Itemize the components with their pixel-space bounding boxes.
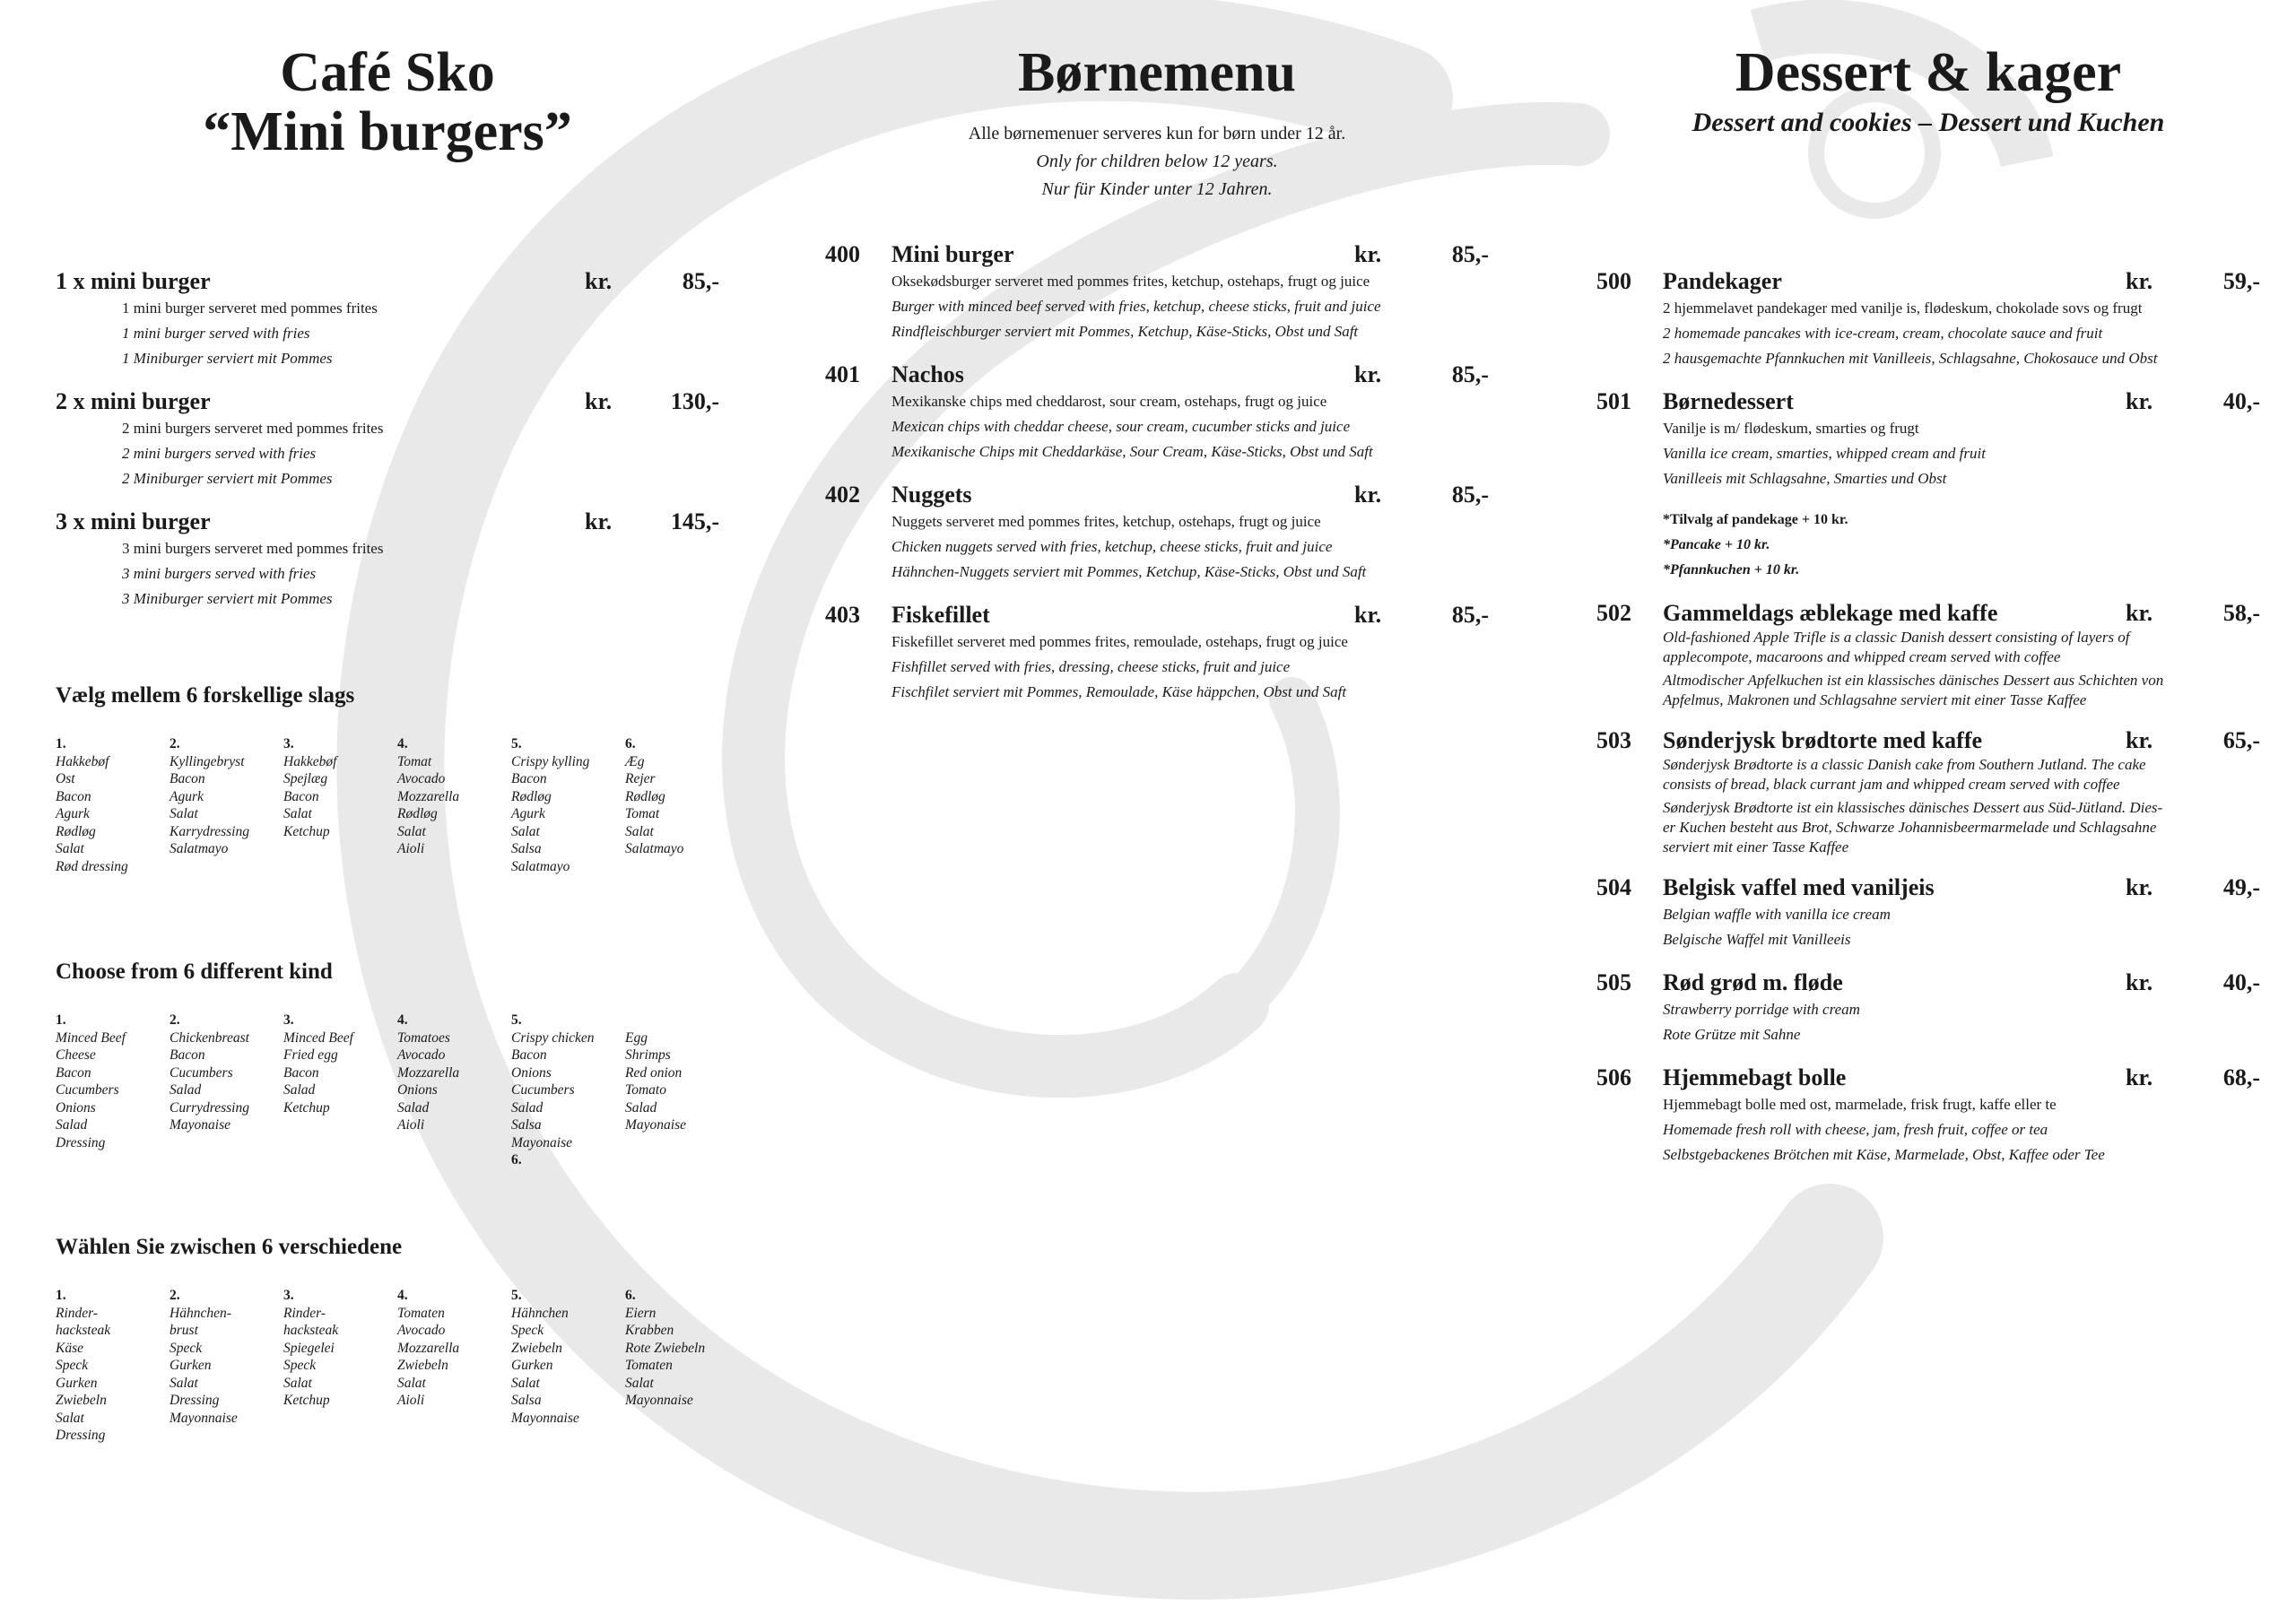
menu-item bbox=[1596, 873, 2260, 952]
desc-de: Rindfleischburger serviert mit Pommes, Ketchup, Käse-Sticks, Obst und Saft bbox=[891, 323, 1359, 340]
item-number: 505 bbox=[1596, 969, 1631, 995]
ingredient: Crispy chicken bbox=[511, 1029, 595, 1046]
ingredient: Mayonaise bbox=[511, 1134, 573, 1151]
ingredient: Tomat bbox=[397, 753, 432, 769]
choice-column bbox=[56, 1287, 170, 1445]
ingredient: Salatmayo bbox=[511, 858, 570, 874]
currency: kr. bbox=[585, 388, 613, 414]
ingredient: brust bbox=[170, 1323, 198, 1338]
ingredient: Avocado bbox=[397, 1323, 446, 1338]
item-number: 402 bbox=[825, 482, 860, 508]
item-number: 403 bbox=[825, 602, 860, 628]
currency: kr. bbox=[585, 508, 613, 534]
ingredient: Salat bbox=[625, 1375, 654, 1391]
ingredient: Avocado bbox=[397, 771, 446, 786]
choice-number: 3. bbox=[283, 1012, 294, 1028]
addon-note: *Pfannkuchen + 10 kr. bbox=[1663, 562, 1800, 578]
dessert-list bbox=[1596, 267, 2260, 1184]
item-price: 65,- bbox=[2222, 727, 2260, 753]
currency: kr. bbox=[2126, 388, 2153, 414]
ingredient: Hähnchen bbox=[511, 1305, 569, 1321]
ingredient: Tomato bbox=[625, 1082, 666, 1098]
ingredient: Bacon bbox=[511, 771, 547, 786]
item-number: 401 bbox=[825, 361, 860, 387]
desc-en: Burger with minced beef served with fries, ketchup, cheese sticks, fruit and juice bbox=[891, 298, 1381, 315]
item-number: 501 bbox=[1596, 388, 1631, 414]
choice-column bbox=[283, 735, 397, 875]
desc-de: Belgische Waffel mit Vanilleeis bbox=[1663, 931, 1851, 948]
ingredient: Aioli bbox=[397, 1117, 425, 1133]
ingredient: Salsa bbox=[511, 841, 542, 856]
ingredient: Krabben bbox=[625, 1323, 674, 1338]
ingredient: Onions bbox=[56, 1099, 96, 1116]
ingredient: Salad bbox=[511, 1099, 544, 1116]
ingredient: Salat bbox=[170, 806, 198, 821]
ingredient: Agurk bbox=[56, 806, 90, 821]
desc-de-3: serviert mit einer Tasse Kaffee bbox=[1663, 838, 1849, 855]
desc-en: Sønderjysk Brødtorte is a classic Danish cake from Southern Jutland. The cake bbox=[1663, 756, 2146, 773]
desc-en: Vanilla ice cream, smarties, whipped cream and fruit bbox=[1663, 445, 1986, 462]
currency: kr. bbox=[2126, 727, 2153, 753]
intro-en: Only for children below 12 years. bbox=[1036, 152, 1278, 171]
desc-da: Mexikanske chips med cheddarost, sour cream, ostehaps, frugt og juice bbox=[891, 393, 1327, 410]
choice-number: 5. bbox=[511, 1012, 522, 1028]
choice-column bbox=[170, 1012, 283, 1169]
ingredient: Cucumbers bbox=[56, 1082, 119, 1098]
desc-da: Fiskefillet serveret med pommes frites, remoulade, ostehaps, frugt og juice bbox=[891, 633, 1348, 650]
ingredient: Salad bbox=[625, 1099, 657, 1116]
desc-de: Fischfilet serviert mit Pommes, Remoulade, Käse häppchen, Obst und Saft bbox=[891, 683, 1347, 700]
choice-number: 3. bbox=[283, 736, 294, 751]
page-title-left-1: Café Sko bbox=[280, 42, 495, 103]
menu-item bbox=[1596, 1064, 2260, 1168]
choice-number: 4. bbox=[397, 736, 408, 751]
ingredient: Bacon bbox=[56, 788, 91, 804]
ingredient: Karrydressing bbox=[170, 823, 249, 839]
item-number: 503 bbox=[1596, 727, 1631, 753]
ingredient: Æg bbox=[625, 753, 645, 769]
ingredient: Salsa bbox=[511, 1393, 542, 1408]
item-price: 85,- bbox=[1451, 361, 1489, 387]
ingredient: Hähnchen- bbox=[170, 1305, 231, 1321]
ingredient: Shrimps bbox=[625, 1047, 671, 1063]
desc-de-2: er Kuchen besteht aus Brot, Schwarze Johannisbeermarmelade und Schlagsahne bbox=[1663, 819, 2157, 836]
item-price: 49,- bbox=[2222, 874, 2260, 900]
choice-number: 6. bbox=[625, 1288, 636, 1303]
ingredient: Zwiebeln bbox=[511, 1340, 562, 1356]
ingredient: Minced Beef bbox=[56, 1029, 126, 1046]
choice-column bbox=[511, 1287, 625, 1445]
ingredient: Crispy kylling bbox=[511, 753, 590, 769]
ingredient: Mayonnaise bbox=[170, 1410, 238, 1426]
item-price: 58,- bbox=[2222, 600, 2260, 626]
item-name: Nuggets bbox=[891, 482, 972, 508]
ingredient: Onions bbox=[397, 1082, 438, 1098]
currency: kr. bbox=[1354, 361, 1382, 387]
choice-column bbox=[170, 735, 283, 875]
ingredient: Kyllingebryst bbox=[170, 753, 245, 769]
item-price: 85,- bbox=[1451, 241, 1489, 267]
item-price: 85,- bbox=[1451, 602, 1489, 628]
item-name: Mini burger bbox=[891, 241, 1014, 267]
ingredient: Bacon bbox=[170, 1047, 205, 1063]
desc-da: Nuggets serveret med pommes frites, ketchup, ostehaps, frugt og juice bbox=[891, 513, 1321, 530]
choice-number: 2. bbox=[170, 1012, 180, 1028]
choice-column bbox=[283, 1287, 397, 1445]
ingredient: Egg bbox=[625, 1029, 648, 1046]
ingredient: Hakkebøf bbox=[283, 753, 337, 769]
desc-en: Homemade fresh roll with cheese, jam, fresh fruit, coffee or tea bbox=[1663, 1121, 2048, 1138]
ingredient: Salsa bbox=[511, 1117, 542, 1133]
choice-number: 2. bbox=[170, 1288, 180, 1303]
ingredient: Rødløg bbox=[56, 823, 96, 839]
ingredient: Salatmayo bbox=[625, 841, 684, 856]
menu-item bbox=[56, 387, 719, 491]
currency: kr. bbox=[2126, 268, 2153, 294]
currency: kr. bbox=[1354, 602, 1382, 628]
ingredient: Cucumbers bbox=[170, 1064, 233, 1081]
ingredient: Salat bbox=[511, 823, 540, 839]
choice-grid bbox=[56, 1287, 746, 1445]
watermark-tail bbox=[1238, 699, 1318, 1004]
item-name: Fiskefillet bbox=[891, 602, 990, 628]
desc-da: 2 hjemmelavet pandekager med vanilje is, flødeskum, chokolade sovs og frugt bbox=[1663, 300, 2143, 317]
choice-grid bbox=[56, 735, 746, 875]
addon-note: *Tilvalg af pandekage + 10 kr. bbox=[1663, 512, 1848, 527]
desc-de: Hähnchen-Nuggets serviert mit Pommes, Ketchup, Käse-Sticks, Obst und Saft bbox=[891, 563, 1367, 580]
ingredient: Salat bbox=[283, 806, 312, 821]
ingredient: Zwiebeln bbox=[56, 1393, 107, 1408]
currency: kr. bbox=[585, 268, 613, 294]
intro-de: Nur für Kinder unter 12 Jahren. bbox=[1041, 179, 1273, 199]
ingredient: Rejer bbox=[625, 771, 656, 786]
desc-da: Hjemmebagt bolle med ost, marmelade, frisk frugt, kaffe eller te bbox=[1663, 1096, 2057, 1113]
ingredient: Salatmayo bbox=[170, 841, 229, 856]
desc-de: 1 Miniburger serviert mit Pommes bbox=[122, 350, 333, 367]
ingredient: Salad bbox=[283, 1082, 316, 1098]
menu-item bbox=[1596, 968, 2260, 1047]
ingredient: Ketchup bbox=[283, 823, 330, 839]
item-name: Pandekager bbox=[1663, 268, 1782, 294]
desc-da: 3 mini burgers serveret med pommes frites bbox=[122, 540, 384, 557]
ingredient: Currydressing bbox=[170, 1099, 249, 1116]
desc-de: 3 Miniburger serviert mit Pommes bbox=[122, 590, 333, 607]
item-price: 40,- bbox=[2222, 388, 2260, 414]
item-name: Hjemmebagt bolle bbox=[1663, 1064, 1847, 1090]
ingredient: Eiern bbox=[625, 1305, 657, 1321]
desc-en: 2 mini burgers served with fries bbox=[122, 445, 317, 462]
choice-grid bbox=[56, 1012, 746, 1169]
choice-column bbox=[625, 1287, 739, 1445]
section-heading: Choose from 6 different kind bbox=[56, 960, 333, 984]
item-number: 400 bbox=[825, 241, 860, 267]
page-title-mid: Børnemenu bbox=[1018, 42, 1296, 103]
ingredient: Salat bbox=[511, 1375, 540, 1391]
burger-list bbox=[56, 267, 719, 628]
item-price: 85,- bbox=[682, 268, 719, 294]
choice-number bbox=[625, 1012, 739, 1029]
ingredient: Bacon bbox=[511, 1047, 547, 1063]
choice-column bbox=[397, 1287, 511, 1445]
ingredient: Salat bbox=[170, 1375, 198, 1391]
item-name: Rød grød m. fløde bbox=[1663, 969, 1843, 995]
choice-column bbox=[511, 1012, 625, 1169]
item-price: 85,- bbox=[1451, 482, 1489, 508]
menu-item bbox=[1596, 599, 2260, 710]
ingredient: Mayonnaise bbox=[625, 1393, 693, 1408]
ingredient: Minced Beef bbox=[283, 1029, 353, 1046]
ingredient: Mayonaise bbox=[625, 1117, 687, 1133]
desc-de: 2 hausgemachte Pfannkuchen mit Vanilleeis, Schlagsahne, Chokosauce und Obst bbox=[1663, 350, 2158, 367]
item-name: Børnedessert bbox=[1663, 388, 1794, 414]
desc-en: 1 mini burger served with fries bbox=[122, 325, 310, 342]
ingredient: Bacon bbox=[170, 771, 205, 786]
item-name: 1 x mini burger bbox=[56, 268, 211, 294]
choice-column bbox=[397, 735, 511, 875]
ingredient: Salat bbox=[56, 1410, 84, 1426]
ingredient: Salat bbox=[283, 1375, 312, 1391]
choose-section-en bbox=[56, 960, 746, 1169]
ingredient: Salat bbox=[56, 841, 84, 856]
choice-number: 6. bbox=[625, 736, 636, 751]
item-number: 504 bbox=[1596, 874, 1631, 900]
choice-number: 1. bbox=[56, 736, 66, 751]
ingredient: Speck bbox=[283, 1358, 317, 1373]
item-name: 2 x mini burger bbox=[56, 388, 211, 414]
desc-de: 2 Miniburger serviert mit Pommes bbox=[122, 470, 333, 487]
item-name: 3 x mini burger bbox=[56, 508, 211, 534]
ingredient: Tomatoes bbox=[397, 1029, 450, 1046]
choice-number: 4. bbox=[397, 1288, 408, 1303]
ingredient: hacksteak bbox=[56, 1323, 111, 1338]
menu-item bbox=[825, 360, 1489, 465]
ingredient: Rødløg bbox=[625, 788, 665, 804]
ingredient: Fried egg bbox=[283, 1047, 338, 1063]
ingredient: Rødløg bbox=[511, 788, 552, 804]
ingredient: Gurken bbox=[56, 1375, 98, 1391]
choice-number: 6. bbox=[511, 1152, 522, 1168]
desc-en: Chicken nuggets served with fries, ketchup, cheese sticks, fruit and juice bbox=[891, 538, 1333, 555]
ingredient: Hakkebøf bbox=[56, 753, 109, 769]
ingredient: Mayonnaise bbox=[511, 1410, 579, 1426]
desc-en: Strawberry porridge with cream bbox=[1663, 1001, 1860, 1018]
desc-de: Vanilleeis mit Schlagsahne, Smarties und Obst bbox=[1663, 470, 1947, 487]
ingredient: Agurk bbox=[511, 806, 545, 821]
desc-da: 2 mini burgers serveret med pommes frites bbox=[122, 420, 384, 437]
desc-de: Mexikanische Chips mit Cheddarkäse, Sour Cream, Käse-Sticks, Obst und Saft bbox=[891, 443, 1373, 460]
item-number: 506 bbox=[1596, 1064, 1631, 1090]
ingredient: Dressing bbox=[170, 1393, 220, 1408]
ingredient: Agurk bbox=[170, 788, 204, 804]
item-price: 40,- bbox=[2222, 969, 2260, 995]
item-number: 502 bbox=[1596, 600, 1631, 626]
ingredient: Salat bbox=[397, 823, 426, 839]
menu-item bbox=[825, 240, 1489, 344]
section-heading: Wählen Sie zwischen 6 verschiedene bbox=[56, 1235, 403, 1259]
choice-column bbox=[625, 735, 739, 875]
desc-de-2: Apfelmus, Makronen und Schlagsahne serviert mit einer Tasse Kaffee bbox=[1663, 691, 2087, 708]
item-price: 130,- bbox=[670, 388, 719, 414]
desc-de: Selbstgebackenes Brötchen mit Käse, Marmelade, Obst, Kaffee oder Tee bbox=[1663, 1146, 2105, 1163]
ingredient: Bacon bbox=[283, 788, 319, 804]
ingredient: Mozzarella bbox=[397, 788, 460, 804]
ingredient: Cheese bbox=[56, 1047, 96, 1063]
ingredient: Aioli bbox=[397, 1393, 425, 1408]
choice-column bbox=[397, 1012, 511, 1169]
ingredient: Speck bbox=[170, 1340, 203, 1356]
currency: kr. bbox=[2126, 1064, 2153, 1090]
item-name: Nachos bbox=[891, 361, 964, 387]
ingredient: Red onion bbox=[625, 1064, 683, 1081]
ingredient: Salad bbox=[397, 1099, 430, 1116]
desc-da: 1 mini burger serveret med pommes frites bbox=[122, 300, 378, 317]
desc-en: Mexican chips with cheddar cheese, sour cream, cucumber sticks and juice bbox=[891, 418, 1351, 435]
choice-number: 1. bbox=[56, 1288, 66, 1303]
choose-section-de bbox=[56, 1235, 746, 1445]
ingredient: Rinder- bbox=[56, 1305, 99, 1321]
choose-section-da bbox=[56, 683, 746, 875]
ingredient: Tomaten bbox=[397, 1305, 445, 1321]
desc-de: Altmodischer Apfelkuchen ist ein klassisches dänisches Dessert aus Schichten von bbox=[1663, 672, 2164, 689]
item-number: 500 bbox=[1596, 268, 1631, 294]
currency: kr. bbox=[1354, 241, 1382, 267]
ingredient: Salad bbox=[170, 1082, 202, 1098]
item-price: 68,- bbox=[2222, 1064, 2260, 1090]
ingredient: Rød dressing bbox=[56, 858, 128, 874]
menu-item bbox=[1596, 267, 2260, 371]
item-name: Belgisk vaffel med vaniljeis bbox=[1663, 874, 1935, 900]
currency: kr. bbox=[2126, 874, 2153, 900]
ingredient: Avocado bbox=[397, 1047, 446, 1063]
currency: kr. bbox=[1354, 482, 1382, 508]
ingredient: Speck bbox=[511, 1323, 544, 1338]
ingredient: Ketchup bbox=[283, 1393, 330, 1408]
intro-text bbox=[825, 120, 1489, 204]
choice-number: 1. bbox=[56, 1012, 66, 1028]
item-name: Sønderjysk brødtorte med kaffe bbox=[1663, 727, 1983, 753]
desc-en: Belgian waffle with vanilla ice cream bbox=[1663, 906, 1891, 923]
choice-number: 5. bbox=[511, 736, 522, 751]
ingredient: Zwiebeln bbox=[397, 1358, 448, 1373]
ingredient: Salat bbox=[397, 1375, 426, 1391]
desc-de: Sønderjysk Brødtorte ist ein klassisches dänisches Dessert aus Süd-Jütland. Dies- bbox=[1663, 799, 2163, 816]
ingredient: Mozzarella bbox=[397, 1064, 460, 1081]
ingredient: Rødløg bbox=[397, 806, 438, 821]
desc-da: Vanilje is m/ flødeskum, smarties og frugt bbox=[1663, 420, 1919, 437]
ingredient: Cucumbers bbox=[511, 1082, 575, 1098]
ingredient: Tomaten bbox=[625, 1358, 673, 1373]
desc-de: Rote Grütze mit Sahne bbox=[1663, 1026, 1801, 1043]
ingredient: Gurken bbox=[511, 1358, 553, 1373]
menu-item bbox=[56, 508, 719, 612]
ingredient: Spiegelei bbox=[283, 1340, 335, 1356]
ingredient: Speck bbox=[56, 1358, 89, 1373]
ingredient: Mayonaise bbox=[170, 1117, 231, 1133]
choice-column bbox=[170, 1287, 283, 1445]
ingredient: Mozzarella bbox=[397, 1340, 460, 1356]
choice-number: 3. bbox=[283, 1288, 294, 1303]
ingredient: Dressing bbox=[56, 1428, 106, 1443]
currency: kr. bbox=[2126, 969, 2153, 995]
choice-number: 2. bbox=[170, 736, 180, 751]
choice-column bbox=[56, 1012, 170, 1169]
ingredient: Ketchup bbox=[283, 1099, 330, 1116]
ingredient: Ost bbox=[56, 771, 75, 786]
menu-item bbox=[825, 481, 1489, 585]
menu-item bbox=[825, 601, 1489, 705]
currency: kr. bbox=[2126, 600, 2153, 626]
ingredient: Rote Zwiebeln bbox=[625, 1340, 706, 1356]
desc-en: Fishfillet served with fries, dressing, cheese sticks, fruit and juice bbox=[891, 658, 1291, 675]
menu-item bbox=[56, 267, 719, 371]
addon-note: *Pancake + 10 kr. bbox=[1663, 537, 1770, 552]
desc-en: 2 homemade pancakes with ice-cream, cream, chocolate sauce and fruit bbox=[1663, 325, 2103, 342]
ingredient: Onions bbox=[511, 1064, 552, 1081]
choice-number: 4. bbox=[397, 1012, 408, 1028]
menu-item bbox=[1596, 726, 2260, 857]
ingredient: Gurken bbox=[170, 1358, 212, 1373]
choice-column bbox=[625, 1012, 739, 1169]
kids-list bbox=[825, 240, 1489, 721]
ingredient: Salad bbox=[56, 1117, 88, 1133]
ingredient: Tomat bbox=[625, 806, 660, 821]
item-name: Gammeldags æblekage med kaffe bbox=[1663, 600, 1998, 626]
desc-en-2: consists of bread, black currant jam and whipped cream served with coffee bbox=[1663, 776, 2120, 793]
ingredient: Spejlæg bbox=[283, 771, 328, 786]
ingredient: Bacon bbox=[283, 1064, 319, 1081]
page-title-right: Dessert & kager bbox=[1735, 42, 2122, 103]
intro-da: Alle børnemenuer serveres kun for børn under 12 år. bbox=[968, 124, 1346, 143]
ingredient: Bacon bbox=[56, 1064, 91, 1081]
desc-en-2: applecompote, macaroons and whipped cream served with coffee bbox=[1663, 648, 2061, 665]
choice-number: 5. bbox=[511, 1288, 522, 1303]
menu-item bbox=[1596, 387, 2260, 583]
ingredient: Salat bbox=[625, 823, 654, 839]
section-heading: Vælg mellem 6 forskellige slags bbox=[56, 683, 355, 708]
desc-en: Old-fashioned Apple Trifle is a classic Danish dessert consisting of layers of bbox=[1663, 629, 2130, 646]
ingredient: Chickenbreast bbox=[170, 1029, 249, 1046]
item-price: 59,- bbox=[2222, 268, 2260, 294]
ingredient: Aioli bbox=[397, 841, 425, 856]
page-title-left-2: “Mini burgers” bbox=[203, 101, 572, 162]
ingredient: Dressing bbox=[56, 1134, 106, 1151]
desc-en: 3 mini burgers served with fries bbox=[122, 565, 317, 582]
ingredient: Käse bbox=[56, 1340, 83, 1356]
choice-column bbox=[283, 1012, 397, 1169]
ingredient: Rinder- bbox=[283, 1305, 326, 1321]
choice-column bbox=[511, 735, 625, 875]
choice-column bbox=[56, 735, 170, 875]
ingredient: hacksteak bbox=[283, 1323, 339, 1338]
item-price: 145,- bbox=[670, 508, 719, 534]
page-subtitle-right: Dessert and cookies – Dessert und Kuchen bbox=[1692, 108, 2165, 137]
desc-da: Oksekødsburger serveret med pommes frites, ketchup, ostehaps, frugt og juice bbox=[891, 273, 1370, 290]
